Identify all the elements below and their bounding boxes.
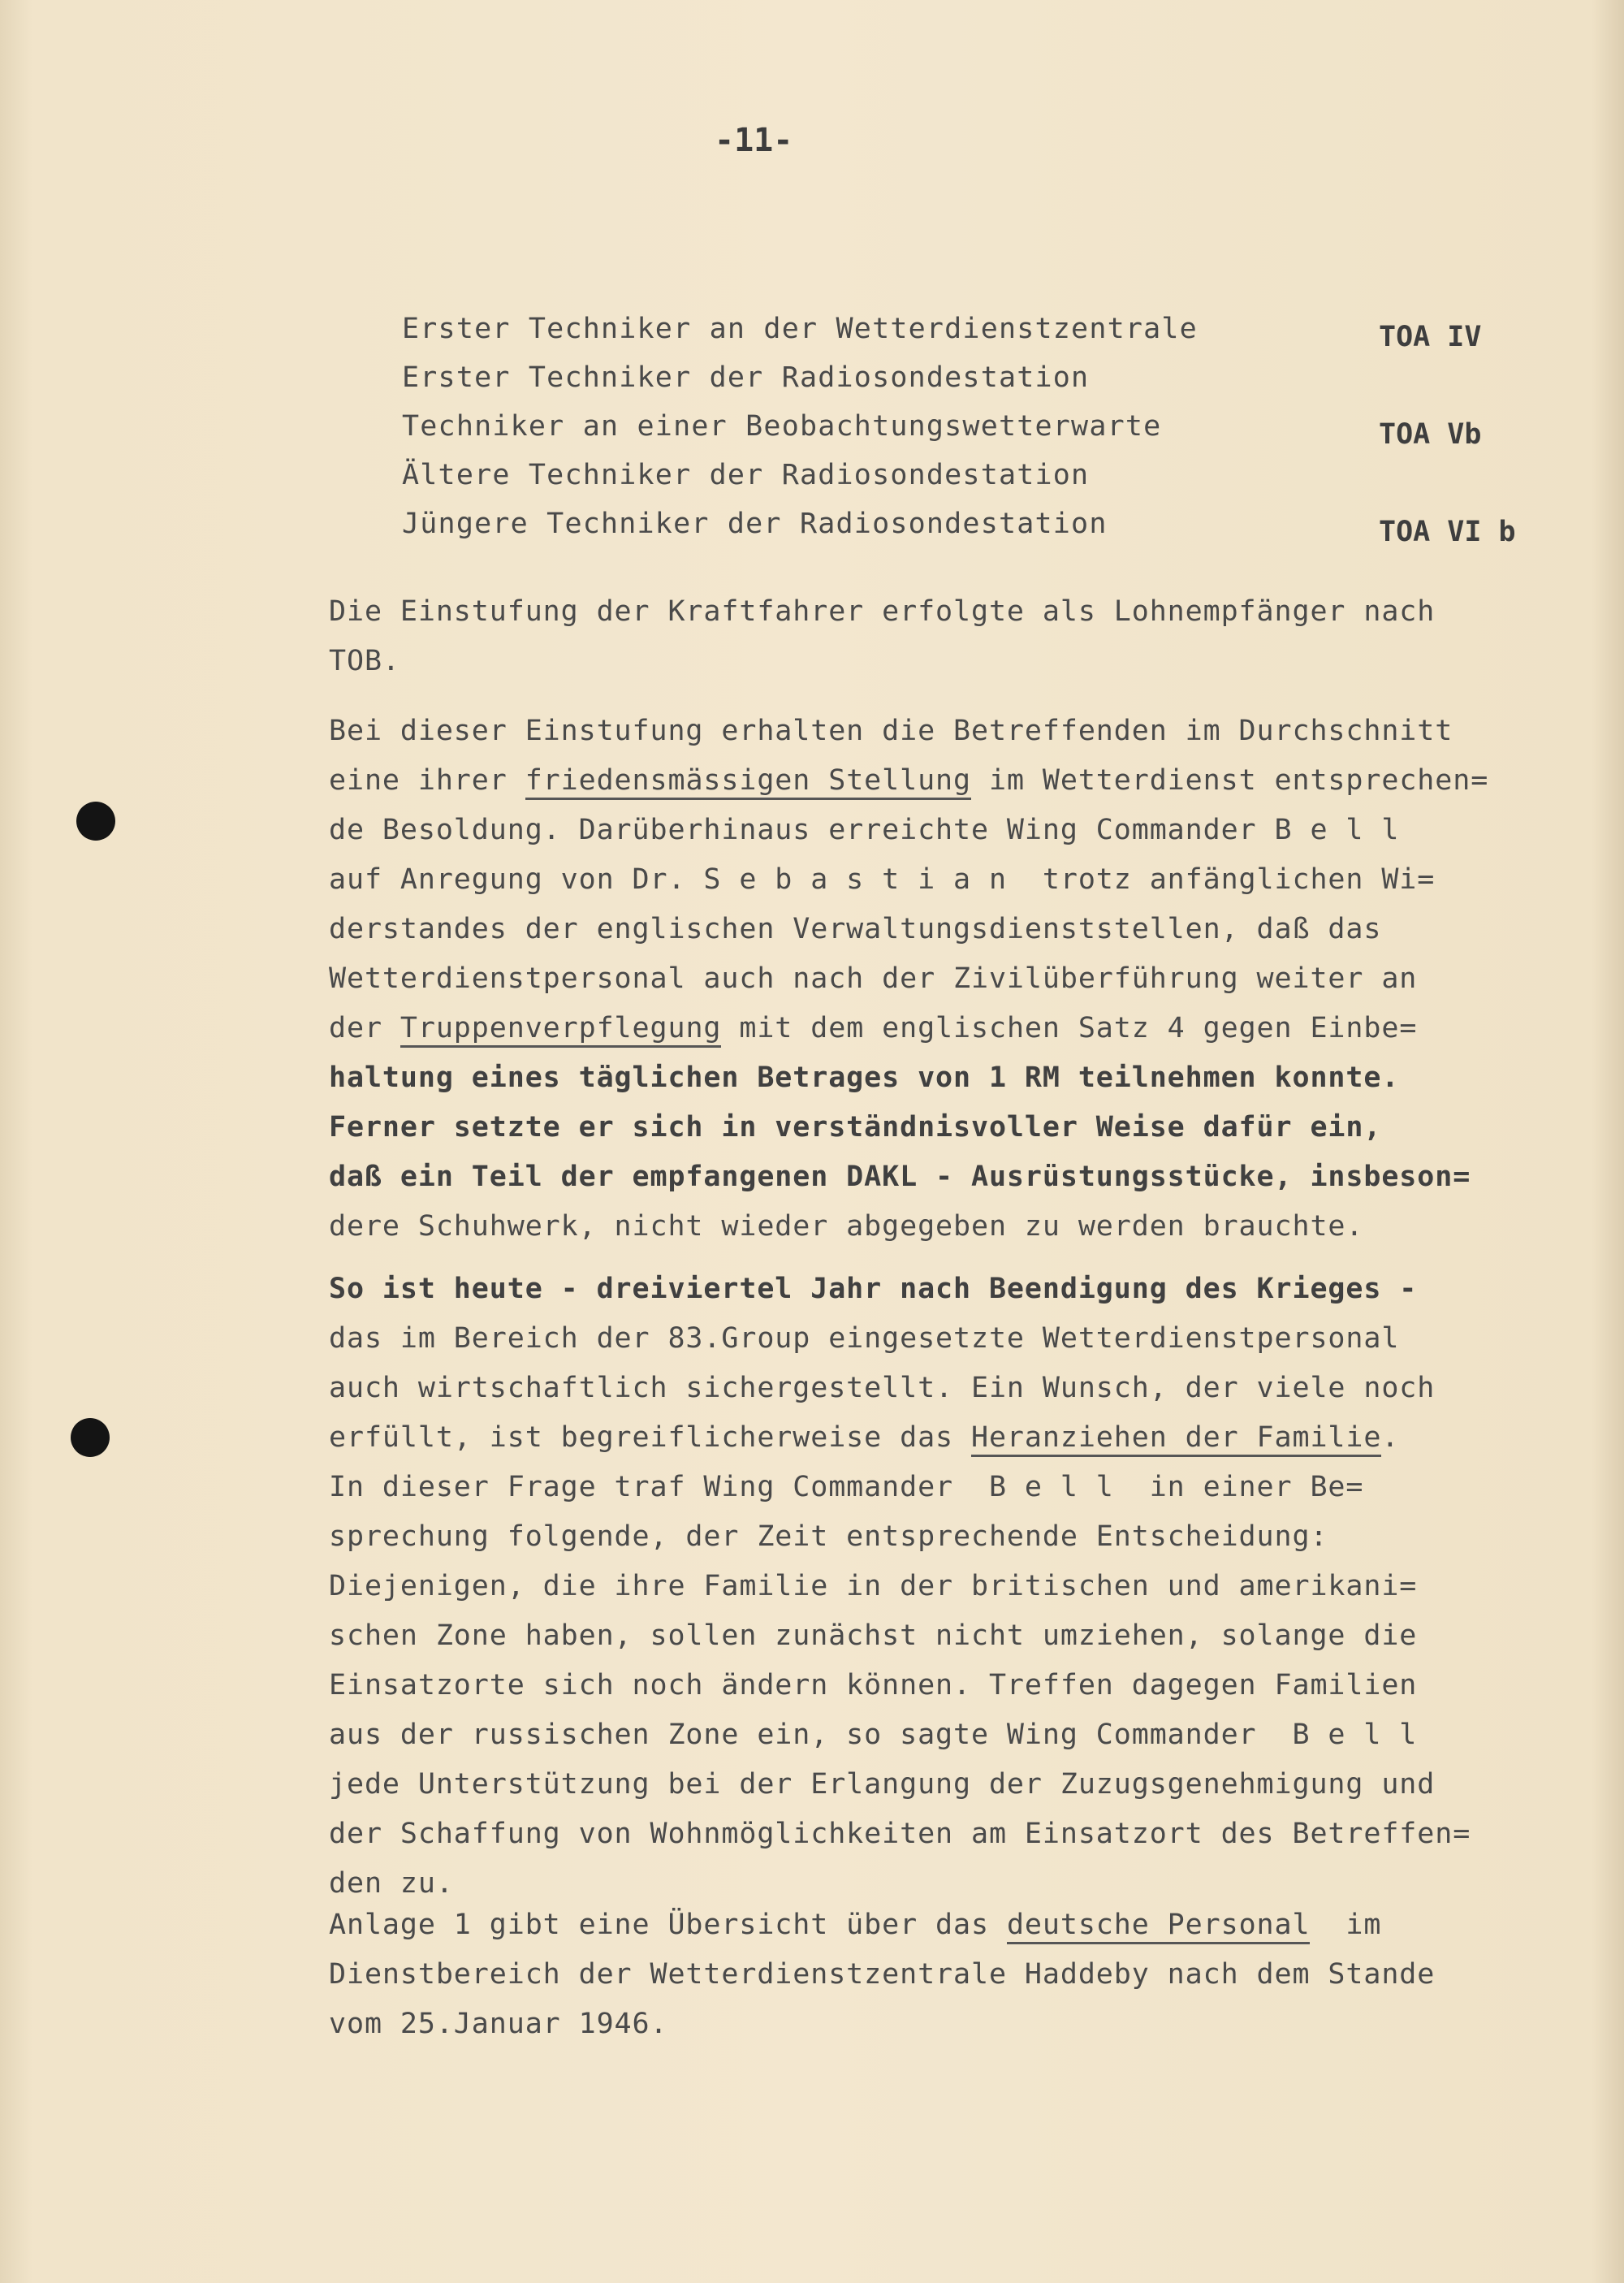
text-line: So ist heute - dreiviertel Jahr nach Beendigung des Krieges - [329, 1273, 1418, 1305]
text-line: Dienstbereich der Wetterdienstzentrale Haddeby nach dem Stande [329, 1958, 1436, 1991]
text-line [329, 1004, 1583, 1053]
text-line: Einsatzorte sich noch ändern können. Treffen dagegen Familien [329, 1669, 1418, 1701]
paragraph-family [329, 1265, 1583, 1909]
text-line [329, 756, 1583, 806]
underlined-text: friedensmässigen Stellung [525, 764, 971, 800]
grade-row [402, 410, 1555, 459]
grade-row [402, 508, 1555, 556]
text-line: Ferner setzte er sich in verständnisvoller Weise dafür ein, [329, 1111, 1382, 1144]
underlined-text: deutsche Personal [1007, 1909, 1311, 1944]
text-segment: erfüllt, ist begreiflicherweise das [329, 1421, 971, 1454]
text-segment: im [1310, 1909, 1382, 1941]
grade-position: Ältere Techniker der Radiosondestation [402, 459, 1090, 491]
text-line: dere Schuhwerk, nicht wieder abgegeben zu werden brauchte. [329, 1210, 1364, 1243]
grade-value: TOA Vb [1379, 418, 1482, 451]
text-line: der Schaffung von Wohnmöglichkeiten am Einsatzort des Betreffen= [329, 1818, 1471, 1850]
text-line: vom 25.Januar 1946. [329, 2008, 668, 2040]
text-line: schen Zone haben, sollen zunächst nicht umziehen, solange die [329, 1619, 1418, 1652]
text-line: aus der russischen Zone ein, so sagte Wing Commander B e l l [329, 1719, 1418, 1751]
text-line: auch wirtschaftlich sichergestellt. Ein Wunsch, der viele noch [329, 1372, 1436, 1404]
grade-row [402, 313, 1555, 361]
text-segment: . [1381, 1421, 1400, 1454]
paragraph-appendix [329, 1900, 1583, 2049]
text-line: den zu. [329, 1867, 454, 1900]
text-line: Bei dieser Einstufung erhalten die Betreffenden im Durchschnitt [329, 715, 1453, 747]
text-line: haltung eines täglichen Betrages von 1 RM teilnehmen konnte. [329, 1062, 1400, 1094]
grade-position: Erster Techniker an der Wetterdienstzentrale [402, 313, 1198, 345]
text-line: de Besoldung. Darüberhinaus erreichte Wing Commander B e l l [329, 814, 1400, 846]
text-line: In dieser Frage traf Wing Commander B e l l in einer Be= [329, 1471, 1364, 1503]
salary-grade-table [402, 313, 1555, 556]
text-line: TOB. [329, 645, 400, 677]
page-number: -11- [715, 122, 793, 159]
grade-position: Techniker an einer Beobachtungswetterwarte [402, 410, 1162, 443]
text-segment: im Wetterdienst entsprechen= [971, 764, 1489, 797]
text-line: sprechung folgende, der Zeit entsprechende Entscheidung: [329, 1520, 1328, 1553]
text-segment: mit dem englischen Satz 4 gegen Einbe= [721, 1012, 1418, 1044]
grade-row [402, 361, 1555, 410]
grade-value: TOA VI b [1379, 516, 1516, 548]
text-segment: Anlage 1 gibt eine Übersicht über das [329, 1909, 1007, 1941]
paragraph-drivers [329, 587, 1583, 686]
text-line [329, 1413, 1583, 1463]
grade-position: Erster Techniker der Radiosondestation [402, 361, 1090, 394]
text-line: jede Unterstützung bei der Erlangung der Zuzugsgenehmigung und [329, 1768, 1436, 1801]
text-line: das im Bereich der 83.Group eingesetzte Wetterdienstpersonal [329, 1322, 1400, 1355]
underlined-text: Truppenverpflegung [400, 1012, 722, 1048]
text-line [329, 1900, 1583, 1950]
underlined-text: Heranziehen der Familie [971, 1421, 1381, 1457]
punch-hole-top [76, 802, 115, 841]
text-line: daß ein Teil der empfangenen DAKL - Ausrüstungsstücke, insbeson= [329, 1161, 1471, 1193]
text-line: Wetterdienstpersonal auch nach der Zivilüberführung weiter an [329, 962, 1418, 995]
grade-position: Jüngere Techniker der Radiosondestation [402, 508, 1108, 540]
grade-value: TOA IV [1379, 321, 1482, 353]
text-segment: der [329, 1012, 400, 1044]
punch-hole-bottom [71, 1418, 110, 1457]
text-line: derstandes der englischen Verwaltungsdienststellen, daß das [329, 913, 1382, 945]
text-line: auf Anregung von Dr. S e b a s t i a n trotz anfänglichen Wi= [329, 863, 1436, 896]
grade-row [402, 459, 1555, 508]
text-line: Die Einstufung der Kraftfahrer erfolgte als Lohnempfänger nach [329, 595, 1436, 628]
text-segment: eine ihrer [329, 764, 525, 797]
text-line: Diejenigen, die ihre Familie in der britischen und amerikani= [329, 1570, 1418, 1602]
paragraph-classification [329, 707, 1583, 1252]
